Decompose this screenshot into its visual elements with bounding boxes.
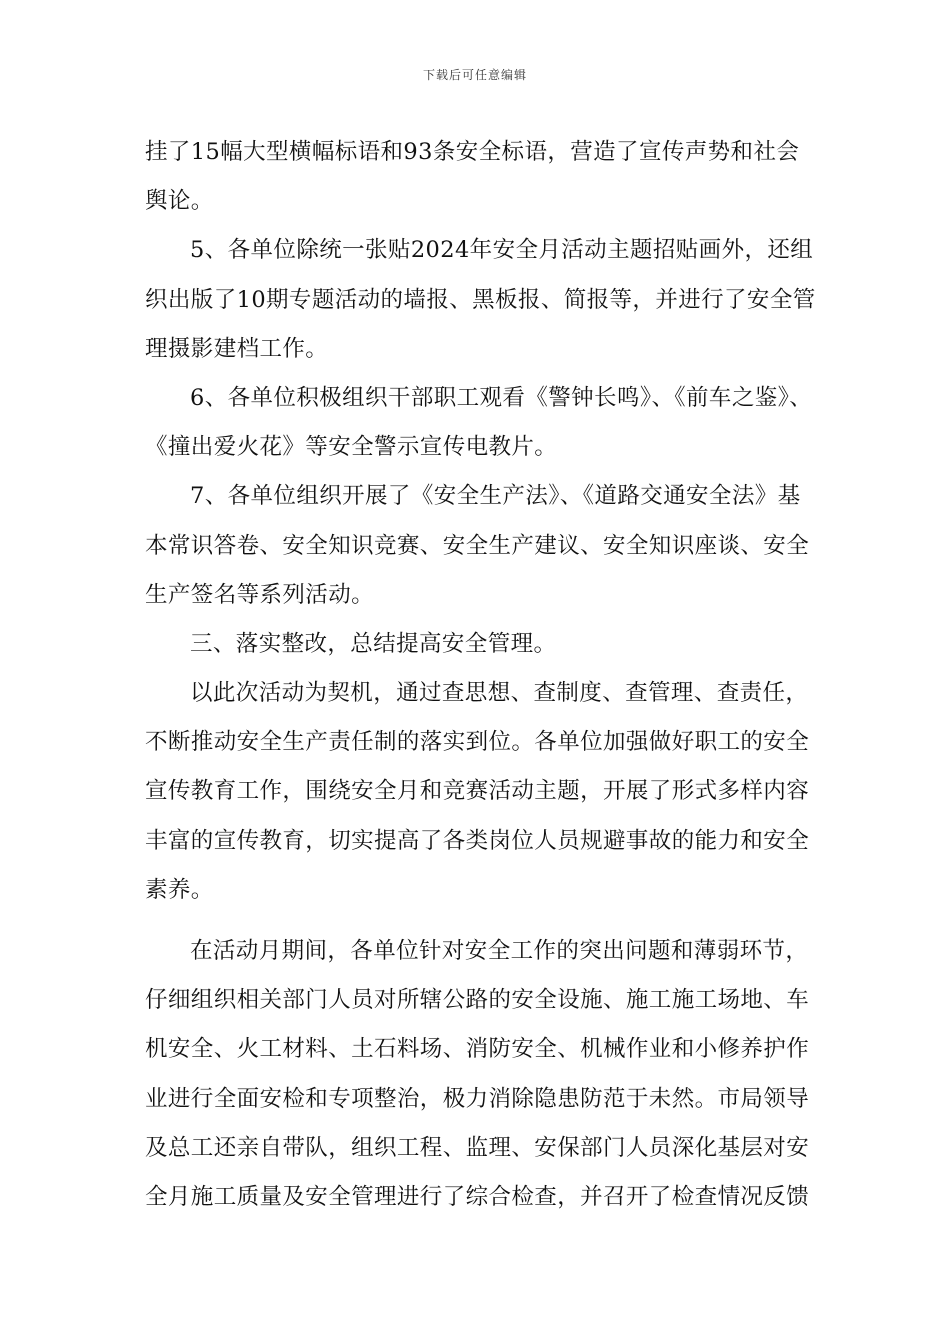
text-line: 以此次活动为契机，通过查思想、查制度、查管理、查责任， bbox=[190, 680, 809, 707]
text-line: 全月施工质量及安全管理进行了综合检查，并召开了检查情况反馈 bbox=[145, 1183, 810, 1210]
text-line: 及总工还亲自带队，组织工程、监理、安保部门人员深化基层对安 bbox=[145, 1134, 810, 1161]
text-line: 不断推动安全生产责任制的落实到位。各单位加强做好职工的安全 bbox=[145, 729, 810, 756]
section-heading: 三、落实整改，总结提高安全管理。 bbox=[190, 630, 557, 657]
text-line: 机安全、火工材料、土石料场、消防安全、机械作业和小修养护作 bbox=[145, 1036, 810, 1063]
text-line: 6、各单位积极组织干部职工观看《警钟长鸣》、《前车之鉴》、 bbox=[190, 384, 813, 411]
text-line: 理摄影建档工作。 bbox=[145, 335, 329, 362]
text-line: 5、各单位除统一张贴2024年安全月活动主题招贴画外，还组 bbox=[190, 237, 814, 264]
page-header: 下载后可任意编辑 bbox=[422, 68, 527, 82]
text-line: 本常识答卷、安全知识竞赛、安全生产建议、安全知识座谈、安全 bbox=[145, 532, 810, 559]
text-line: 在活动月期间，各单位针对安全工作的突出问题和薄弱环节， bbox=[190, 938, 809, 964]
document-body bbox=[145, 128, 816, 1222]
text-line: 仔细组织相关部门人员对所辖公路的安全设施、施工施工场地、车 bbox=[145, 987, 810, 1014]
text-line: 7、各单位组织开展了《安全生产法》、《道路交通安全法》基 bbox=[190, 483, 801, 510]
text-line: 丰富的宣传教育，切实提高了各类岗位人员规避事故的能力和安全 bbox=[145, 827, 810, 854]
text-line: 挂了15幅大型横幅标语和93条安全标语，营造了宣传声势和社会 bbox=[145, 139, 800, 165]
text-line: 生产签名等系列活动。 bbox=[145, 581, 375, 608]
paragraph-gap bbox=[145, 915, 810, 927]
text-line: 《撞出爱火花》等安全警示宣传电教片。 bbox=[145, 434, 558, 461]
text-line: 宣传教育工作，围绕安全月和竞赛活动主题，开展了形式多样内容 bbox=[145, 778, 810, 805]
text-line: 业进行全面安检和专项整治，极力消除隐患防范于未然。市局领导 bbox=[145, 1085, 810, 1112]
text-line: 舆论。 bbox=[145, 188, 214, 215]
text-line: 织出版了10期专题活动的墙报、黑板报、简报等，并进行了安全管 bbox=[145, 286, 816, 313]
text-line: 素养。 bbox=[145, 876, 214, 903]
